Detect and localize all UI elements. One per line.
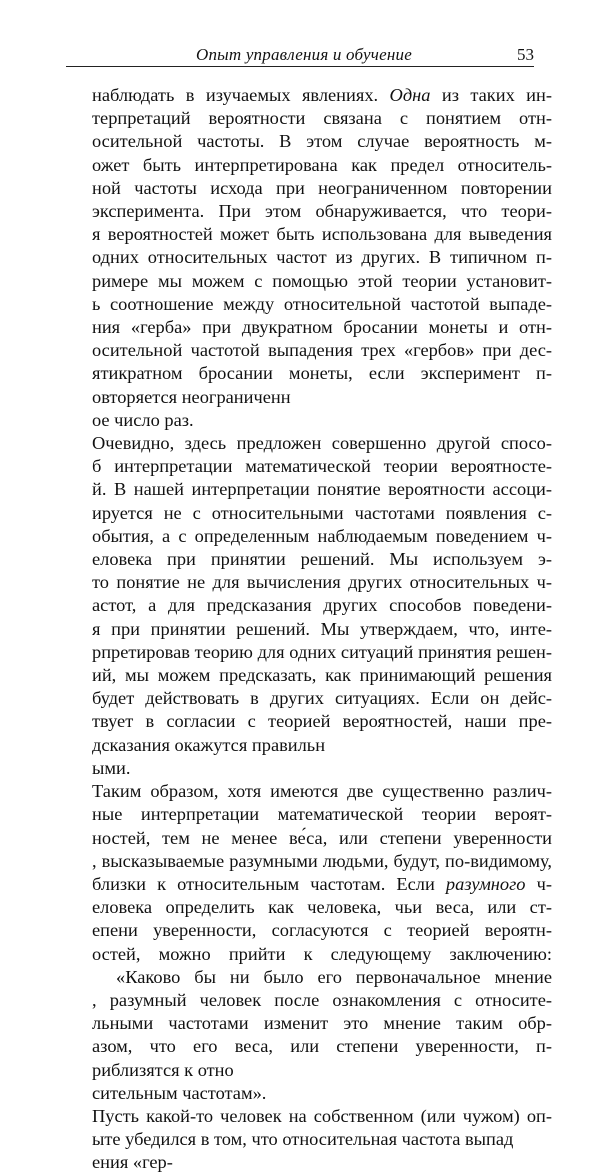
text-line: астот, а для предсказания других способов поведени- bbox=[92, 595, 552, 616]
text-line: ое число раз. bbox=[92, 409, 194, 430]
text-line: риблизятся к отно bbox=[92, 1059, 234, 1080]
text-line: , высказываемые разумными людьми, будут, по-видимому, bbox=[92, 850, 552, 871]
text-line: ные интерпретации математической теории вероят- bbox=[92, 804, 552, 825]
text-line: «Каково бы ни было его первоначальное мнение bbox=[116, 966, 552, 987]
text-line: будет действовать в других ситуациях. Если он дейс- bbox=[92, 688, 552, 709]
text-line: ения «гер- bbox=[92, 1152, 173, 1173]
text-line: я вероятностей может быть использована для выведения bbox=[92, 224, 552, 245]
text-line: сительным частотам». bbox=[92, 1082, 267, 1103]
text-line: еловека определить как человека, чьи веса, или ст- bbox=[92, 897, 552, 918]
text-line: то понятие не для вычисления других относительных ч- bbox=[92, 572, 552, 593]
paragraph-two-interpretations bbox=[68, 780, 552, 966]
text-line: ятикратном бросании монеты, если эксперимент п- bbox=[92, 363, 552, 384]
text-line: римере мы можем с помощью этой теории установит- bbox=[92, 270, 552, 291]
text-line: льными частотами изменит это мнение таким обр- bbox=[92, 1013, 552, 1034]
text-line: терпретаций вероятности связана с понятием отн- bbox=[92, 108, 552, 129]
text-line: осительной частотой выпадения трех «гербов» при дес- bbox=[92, 340, 552, 361]
text-line: еловека при принятии решений. Мы используем э- bbox=[92, 549, 552, 570]
text-line: ий, мы можем предсказать, как принимающий решения bbox=[92, 665, 552, 686]
paragraph-interpretation-frequency bbox=[68, 84, 552, 432]
text-line: ь соотношение между относительной частотой выпаде- bbox=[92, 293, 552, 314]
text-line: ностей, тем не менее ве́са, или степени уверенности bbox=[92, 827, 552, 848]
text-line: ыми. bbox=[92, 757, 131, 778]
text-line: близки к относительным частотам. Если разумного ч- bbox=[92, 873, 552, 894]
text-line: ыте убедился в том, что относительная частота выпад bbox=[92, 1129, 514, 1150]
text-line: овторяется неограниченн bbox=[92, 386, 291, 407]
text-line: , разумный человек после ознакомления с относите- bbox=[92, 989, 552, 1010]
text-line: Таким образом, хотя имеются две существенно различ- bbox=[92, 781, 552, 802]
text-line: дсказания окажутся правильн bbox=[92, 734, 326, 755]
text-line: наблюдать в изучаемых явлениях. Одна из таких ин- bbox=[92, 85, 552, 105]
text-line: обытия, а с определенным наблюдаемым поведением ч- bbox=[92, 525, 552, 546]
body-text bbox=[68, 84, 552, 1175]
text-line: Пусть какой-то человек на собственном (или чужом) оп- bbox=[92, 1105, 552, 1126]
text-line: рпретировав теорию для одних ситуаций принятия решен- bbox=[92, 641, 552, 662]
text-line: я при принятии решений. Мы утверждаем, что, инте- bbox=[92, 618, 552, 639]
quotation-block bbox=[92, 966, 552, 1105]
text-line: одних относительных частот из других. В типичном п- bbox=[92, 247, 552, 268]
text-line: осительной частоты. В этом случае вероятность м- bbox=[92, 131, 552, 152]
paragraph-continued bbox=[68, 1105, 552, 1175]
text-line: ния «герба» при двукратном бросании монеты и отн- bbox=[92, 317, 552, 338]
text-line: ожет быть интерпретирована как предел относитель- bbox=[92, 154, 552, 175]
text-line: Очевидно, здесь предложен совершенно другой спосо- bbox=[92, 433, 552, 454]
text-line: й. В нашей интерпретации понятие вероятности ассоци- bbox=[92, 479, 552, 500]
text-line: азом, что его веса, или степени уверенности, п- bbox=[92, 1036, 552, 1057]
text-line: ируется не с относительными частотами появления с- bbox=[92, 502, 552, 523]
text-line: эксперимента. При этом обнаруживается, что теори- bbox=[92, 201, 552, 222]
paragraph-other-interpretation bbox=[68, 432, 552, 780]
running-title: Опыт управления и обучение bbox=[196, 45, 412, 64]
text-line: остей, можно прийти к следующему заключению: bbox=[92, 943, 552, 964]
text-line: епени уверенности, согласуются с теорией вероятн- bbox=[92, 920, 552, 941]
text-line: б интерпретации математической теории вероятносте- bbox=[92, 456, 552, 477]
text-line: ной частоты исхода при неограниченном повторении bbox=[92, 177, 552, 198]
page-number: 53 bbox=[517, 45, 534, 64]
running-head bbox=[66, 42, 534, 67]
text-line: твует в согласии с теорией вероятностей, наши пре- bbox=[92, 711, 552, 732]
